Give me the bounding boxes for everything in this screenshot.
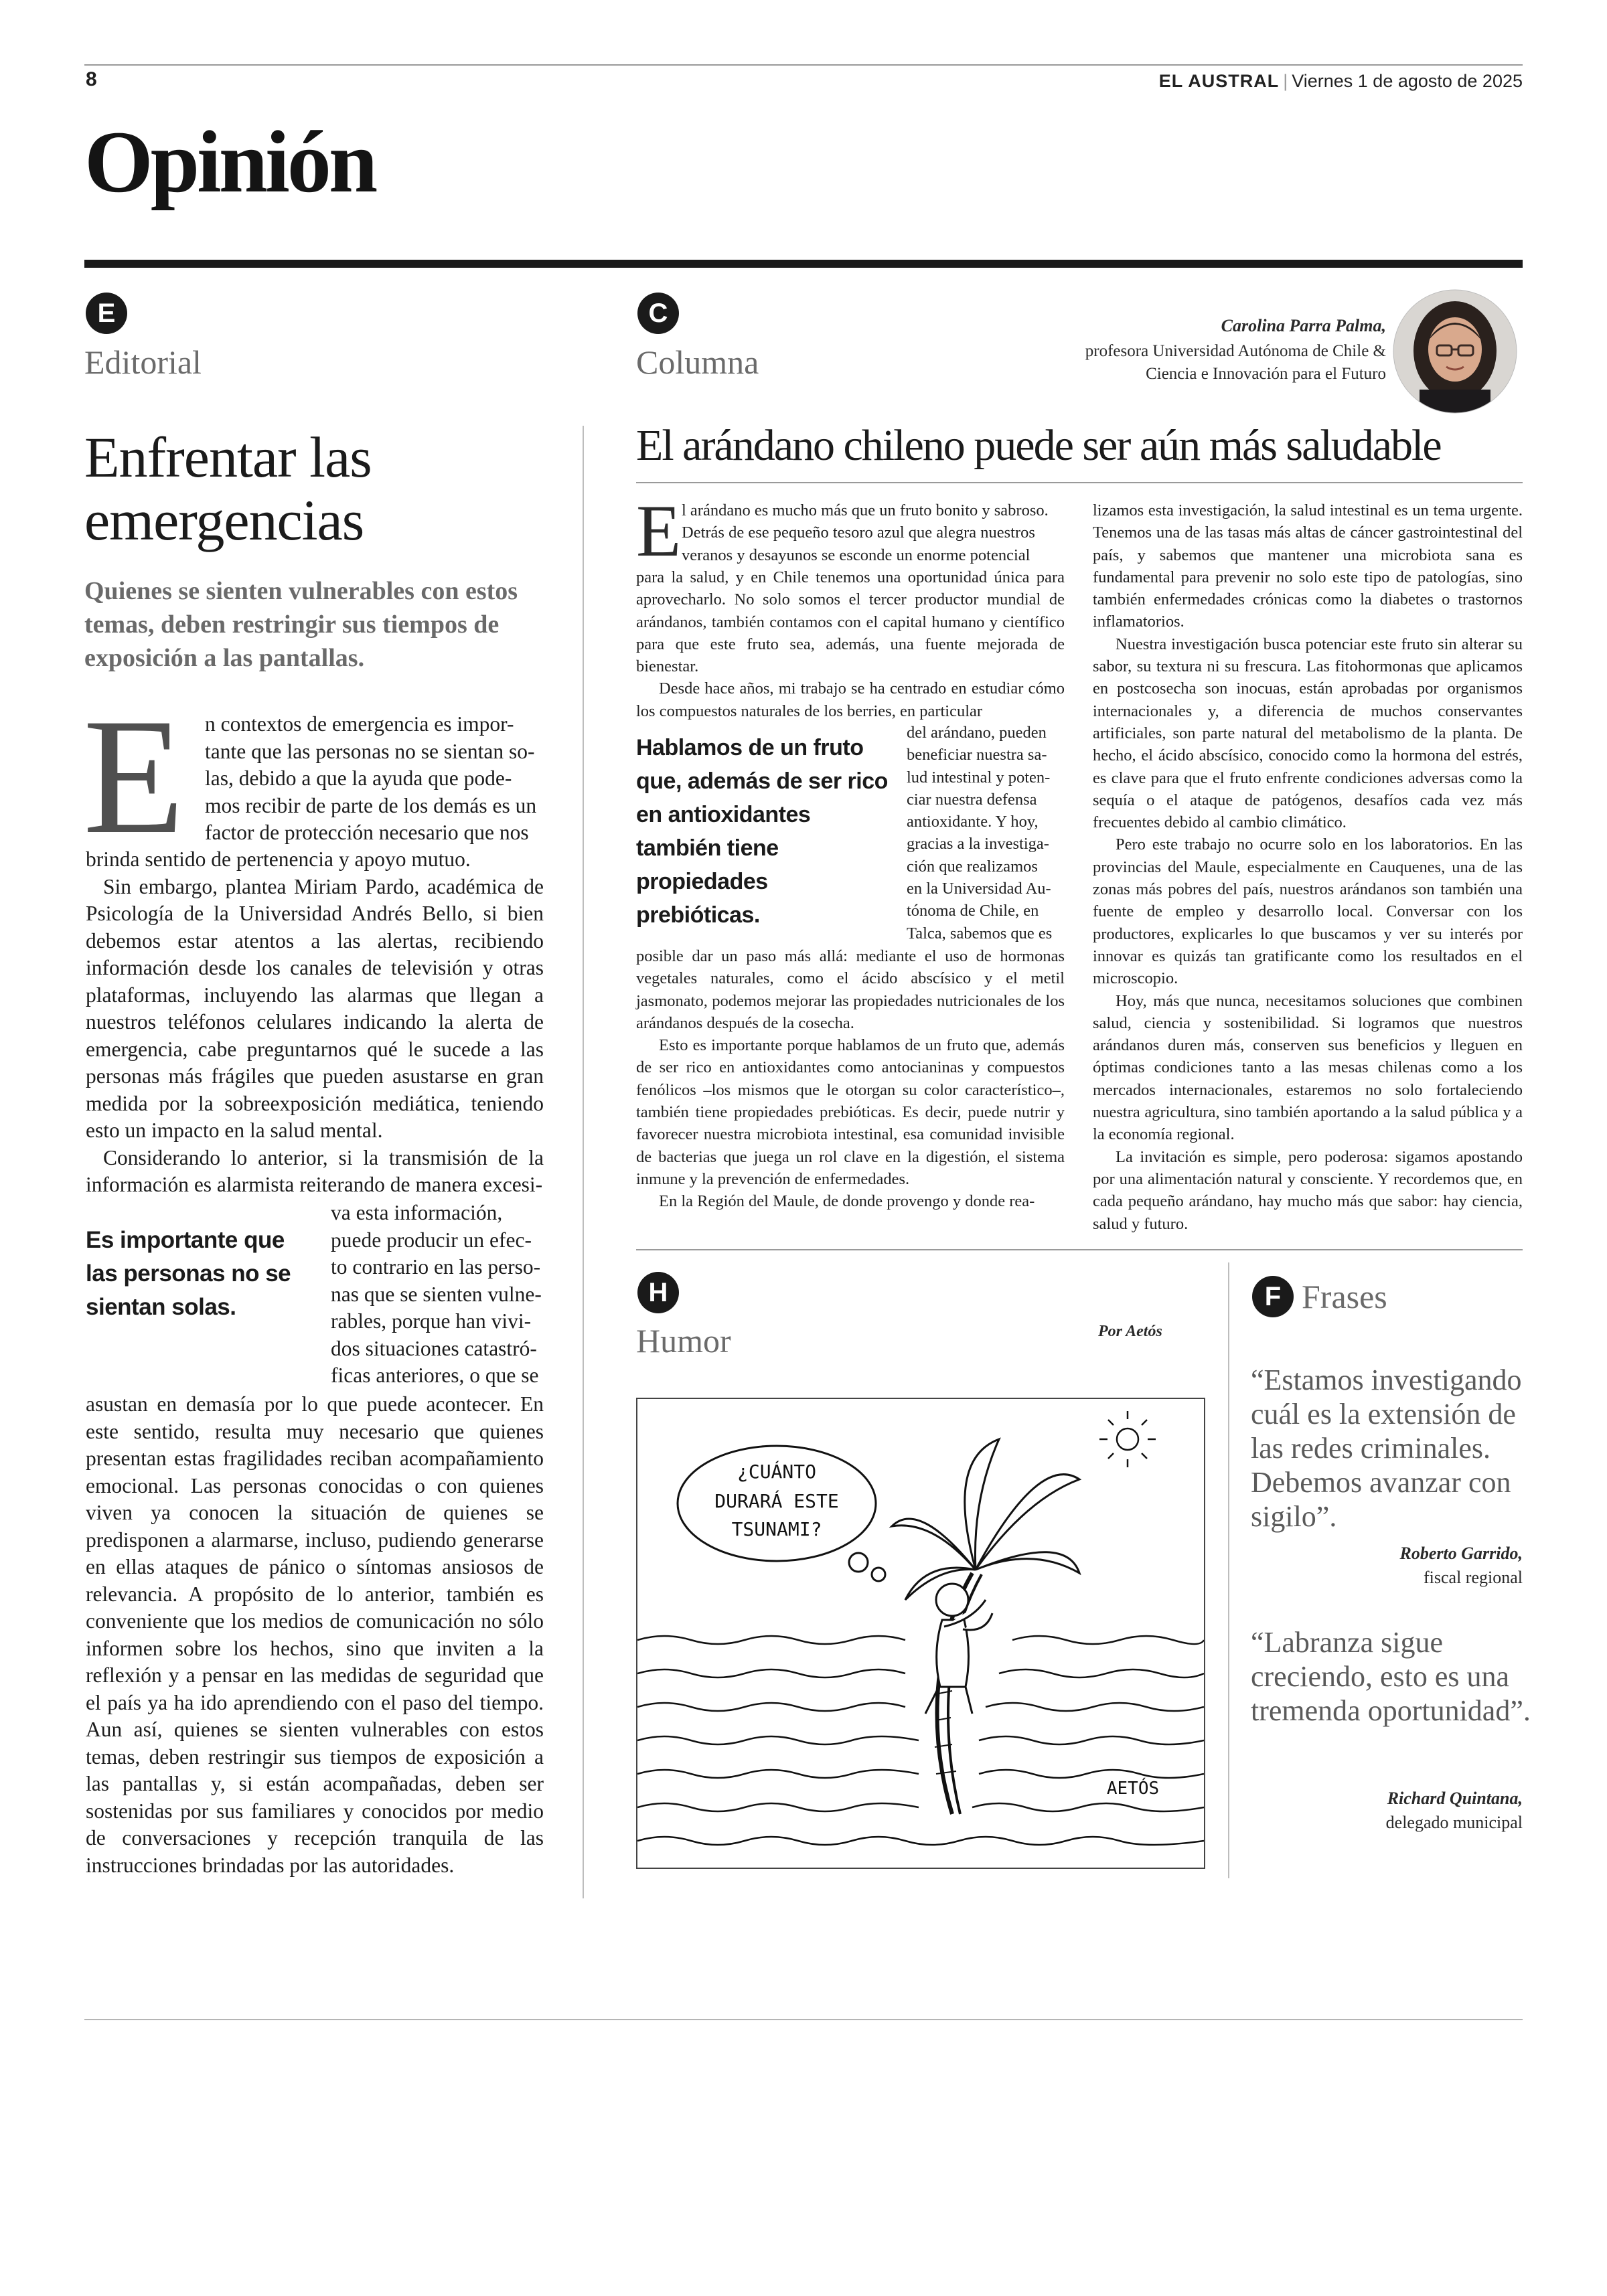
quote-1: “Estamos investigando cuál es la extensión de las redes criminales. Debemos avanzar con sigilo”.	[1251, 1364, 1522, 1533]
column-right-p3: Pero este trabajo no ocurre solo en los laboratorios. En las provincias del Maule, especialmente en Cauquenes, una de las zonas más pobres del país, nuestros arándanos son también una fuente de empleo y desarrollo local. Conversar con los productores, explicarles lo que buscamos y ver su interés por innovar es quizás tan gratificante como los resultados en el microscopio.	[1093, 835, 1523, 988]
editorial-p3-line: va esta información,	[331, 1201, 503, 1224]
cartoon	[636, 1398, 1205, 1869]
editorial-headline	[84, 426, 540, 552]
column-pullquote: Hablamos de un fruto que, además de ser rico en antioxidantes también tiene propiedades prebióticas.	[636, 735, 888, 928]
column-c1-wrap	[682, 499, 1065, 566]
masthead-separator: |	[1283, 71, 1288, 91]
sun-icon	[1099, 1411, 1156, 1467]
column-dropcap: E	[636, 490, 682, 572]
publication-name: EL AUSTRAL	[1158, 71, 1280, 91]
editorial-paragraph-2: Sin embargo, plantea Miriam Pardo, académica de Psicología de la Universidad Andrés Bello, si bien debemos estar atentos a las alertas, recibiendo información desde los canales de televisión y otras plataformas, incluyendo las alarmas que llegan a nuestros teléfonos celulares indicando la alerta de emergencia, cabe preguntarnos qué le sucede a las personas más frágiles que pueden asustarse en gran medida por la sobreexposición mediática, teniendo esto un impacto en la salud mental.	[86, 874, 544, 1142]
column-right	[1093, 499, 1523, 1235]
cartoon-drawing	[637, 1399, 1204, 1868]
column-headline: El arándano chileno puede ser aún más saludable	[636, 421, 1441, 470]
column-c1-rest: para la salud, y en Chile tenemos una oportunidad única para aprovecharlo. No solo somos el tercer productor mundial de arándanos, también contamos con el capital humano y científico para que este fruto sea, además, una fuente mejorada de bienestar.	[636, 568, 1065, 676]
column-c2-wrap	[907, 722, 1065, 945]
editorial-p3-line: puede producir un efec-	[331, 1228, 532, 1252]
issue-date: Viernes 1 de agosto de 2025	[1292, 71, 1523, 91]
column-paragraph-3: Esto es importante porque hablamos de un fruto que, además de ser rico en antioxidantes como antocianinas y compuestos fenólicos –los mismos que le otorgan su color característico–, también tiene propiedades prebióticas. Es decir, puede nutrir y favorecer nuestra microbiota intestinal, esa comunidad invisible de bacterias que juega un rol clave en la digestión, el sistema inmune y la prevención de enfermedades.	[636, 1036, 1065, 1188]
editorial-p3-wrap	[331, 1200, 544, 1390]
section-title: Opinión	[84, 112, 376, 211]
editorial-p1-line: mos recibir de parte de los demás es un	[205, 793, 537, 817]
editorial-p1-line: tante que las personas no se sientan so-	[205, 739, 535, 763]
column-paragraph-4: En la Región del Maule, de donde provengo y donde rea-	[659, 1192, 1035, 1211]
column-author-role-line1: profesora Universidad Autónoma de Chile &	[1085, 342, 1386, 360]
column-right-p4: Hoy, más que nunca, necesitamos soluciones que combinen salud, ciencia y sostenibilidad. Si logramos que nuestros arándanos duren más, conserven sus beneficios y lleguen en óptimas condiciones tanto a las mesas chilenas como a los mercados internacionales, estaremos no solo fortaleciendo nuestra agricultura, sino también aportando a la salud pública y a la economía regional.	[1093, 991, 1523, 1144]
column-c2-line: beneficiar nuestra sa-	[907, 746, 1047, 764]
frases-badge: F	[1252, 1276, 1294, 1317]
section-rule	[84, 260, 1523, 268]
masthead	[1159, 71, 1523, 92]
editorial-p3-rest: asustan en demasía por lo que puede acontecer. En este sentido, resulta muy necesario que quienes presentan estas fragilidades reciban acompañamiento emocional. Las personas conocidas o con quienes viven ya conocen la situación de quienes se predisponen a alarmarse, incluso, pudiendo generarse en ellas ataques de pánico o síntomas ansiosos de relevancia. A propósito de lo anterior, también es conveniente que los medios de comunicación no sólo informen sobre los hechos, sino que inviten a la reflexión y a pensar en las medidas de seguridad que el país ya ha ido aprendiendo con el paso del tiempo. Aun así, quienes se sienten vulnerables con estos temas, deben restringir sus tiempos de exposición a las pantallas y, si están acompañadas, deben ser sostenidas por sus familiares y conocidos por medio de conversaciones y recepción tranquila de las instrucciones brindadas por las autoridades.	[86, 1392, 544, 1877]
editorial-p3-line: rables, porque han vivi-	[331, 1309, 532, 1333]
column-c2-line: Talca, sabemos que es	[907, 924, 1053, 942]
column-right-p1: lizamos esta investigación, la salud intestinal es un tema urgente. Tenemos una de las tasas más altas de cáncer gastrointestinal del país, y sabemos que mantener una microbiota sana es fundamental para prevenir no solo este tipo de patologías, sino también enfermedades crónicas como la diabetes o trastornos inflamatorios.	[1093, 501, 1523, 631]
editorial-kicker: Editorial	[84, 343, 202, 381]
quote-2: “Labranza sigue creciendo, esto es una tremenda oportunidad”.	[1251, 1626, 1531, 1727]
editorial-p1-line: n contextos de emergencia es impor-	[205, 712, 514, 736]
cartoon-signature: AETÓS	[1106, 1779, 1160, 1799]
editorial-deck: Quienes se sienten vulnerables con estos temas, deben restringir sus tiempos de exposición a las pantallas.	[84, 577, 518, 672]
top-rule	[84, 64, 1523, 66]
editorial-dropcap: E	[83, 684, 185, 868]
editorial-p1-line: las, debido a que la ayuda que pode-	[205, 766, 512, 790]
column-c2-line: en la Universidad Au-	[907, 880, 1051, 898]
column-c1-line: l arándano es mucho más que un fruto bonito y sabroso.	[682, 501, 1049, 519]
humor-badge: H	[637, 1272, 679, 1313]
column-right-p5: La invitación es simple, pero poderosa: sigamos apostando por una alimentación natural y consciente. Y recordemos que, en cada pequeño arándano, hay mucho más que sabor: hay ciencia, salud y futuro.	[1093, 1147, 1523, 1233]
column-c2-line: lud intestinal y poten-	[907, 768, 1051, 787]
column-author-name: Carolina Parra Palma,	[1221, 316, 1386, 335]
column-c2-line: gracias a la investiga-	[907, 835, 1049, 853]
column-left-top	[636, 566, 1065, 722]
author-photo	[1393, 289, 1517, 414]
editorial-badge: E	[86, 293, 127, 334]
quote-2-name: Richard Quintana,	[1387, 1789, 1523, 1808]
editorial-p3-line: nas que se sienten vulne-	[331, 1282, 542, 1306]
editorial-p3-line: dos situaciones catastró-	[331, 1336, 537, 1360]
column-kicker: Columna	[636, 343, 759, 381]
column-author-role-line2: Ciencia e Innovación para el Futuro	[1146, 365, 1386, 383]
editorial-headline-line1: Enfrentar las	[84, 425, 372, 489]
column-c1-line: Detrás de ese pequeño tesoro azul que alegra nuestros	[682, 523, 1035, 542]
column-c2-line: tónoma de Chile, en	[907, 902, 1039, 920]
column-badge: C	[637, 293, 679, 334]
humor-kicker: Humor	[636, 1322, 731, 1360]
editorial-p3-line: ficas anteriores, o que se	[331, 1364, 539, 1387]
humor-credit: Por Aetós	[1098, 1323, 1162, 1340]
column-right-p2: Nuestra investigación busca potenciar este fruto sin alterar su sabor, su textura ni su frescura. Las fitohormonas que aplicamos en postcosecha son inocuas, están aprobadas por organismos internacionales y, a diferencia de muchos conservantes artificiales, son parte natural del metabolismo de la planta. De hecho, el ácido abscísico, conocido como la hormona del estrés, es clave para que el fruto enfrente condiciones adversas como la sequía o el ataque de patógenos, desafíos cada vez más frecuentes debido al cambio climático.	[1093, 635, 1523, 832]
column-headline-rule	[636, 482, 1523, 483]
column-c2-line: del arándano, pueden	[907, 724, 1047, 742]
quote-1-role: fiscal regional	[1424, 1568, 1523, 1587]
cartoon-speech-line3: TSUNAMI?	[731, 1518, 822, 1540]
editorial-p1-line: factor de protección necesario que nos	[205, 821, 529, 844]
quote-2-role: delegado municipal	[1385, 1813, 1523, 1832]
column-author-role	[1011, 340, 1386, 386]
editorial-paragraph-3-start: Considerando lo anterior, si la transmisión de la información es alarmista reiterando de manera excesi-	[86, 1145, 544, 1196]
editorial-body-bottom	[86, 1391, 544, 1879]
cartoon-speech-line1: ¿CUÁNTO	[737, 1461, 817, 1483]
column-c2-line: antioxidante. Y hoy,	[907, 813, 1039, 831]
column-c1-line: veranos y desayunos se esconde un enorme potencial	[682, 546, 1030, 564]
column-left-bottom	[636, 945, 1065, 1213]
quote-1-name: Roberto Garrido,	[1399, 1544, 1523, 1563]
column-c2-line: ciar nuestra defensa	[907, 790, 1037, 809]
editorial-headline-line2: emergencias	[84, 488, 364, 552]
editorial-body-top	[86, 846, 544, 1199]
editorial-p1-rest: brinda sentido de pertenencia y apoyo mutuo.	[86, 847, 471, 871]
column-c2-start: Desde hace años, mi trabajo se ha centrado en estudiar cómo los compuestos naturales de los berries, en particular	[636, 679, 1065, 720]
column-c2-line: ción que realizamos	[907, 857, 1038, 876]
editorial-p1-wrap	[205, 711, 544, 847]
lower-section-rule	[636, 1249, 1523, 1250]
frases-divider	[1228, 1262, 1229, 1878]
editorial-pullquote: Es importante que las personas no se sientan solas.	[86, 1227, 291, 1320]
column-divider	[583, 426, 584, 1898]
frases-kicker: Frases	[1302, 1278, 1387, 1315]
editorial-p3-line: to contrario en las perso-	[331, 1255, 541, 1279]
bottom-rule	[84, 2019, 1523, 2020]
cartoon-speech-line2: DURARÁ ESTE	[714, 1490, 839, 1512]
column-c2-rest: posible dar un paso más allá: mediante el uso de hormonas vegetales naturales, como el ácido abscísico y el metil jasmonato, podemos mejorar las propiedades nutricionales de los arándanos después de la cosecha.	[636, 947, 1065, 1032]
page-number: 8	[86, 68, 97, 90]
